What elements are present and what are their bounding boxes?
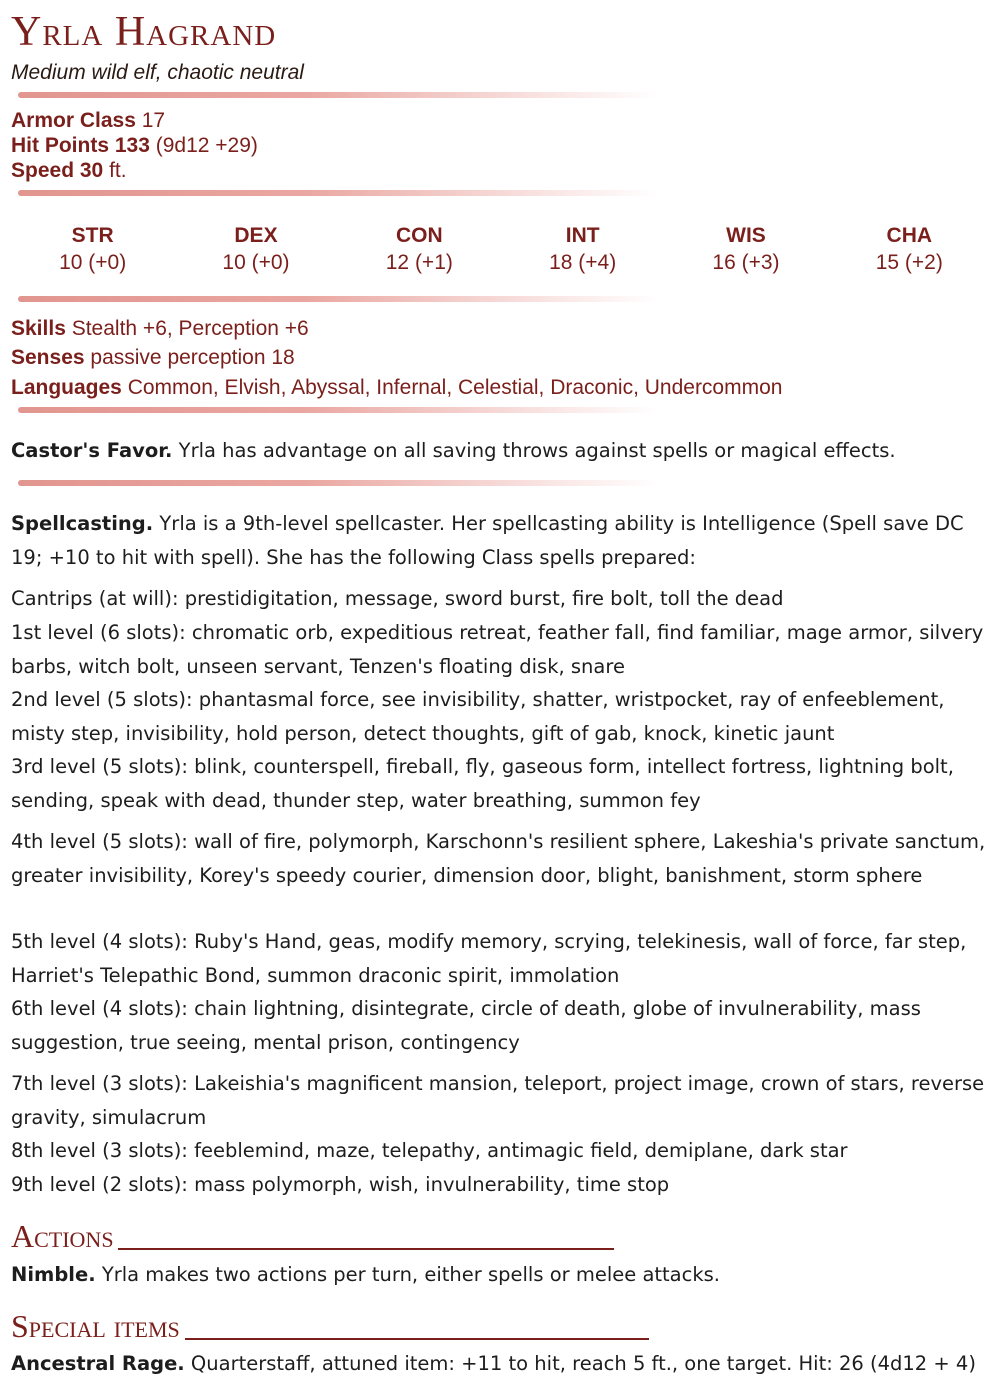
spellcasting-title: Spellcasting. xyxy=(11,512,154,535)
speed-value: ft. xyxy=(109,159,127,182)
item-ancestral-rage xyxy=(11,1347,986,1381)
languages xyxy=(11,375,782,400)
ability-int xyxy=(501,222,664,278)
action-text: Yrla makes two actions per turn, either spells or melee attacks. xyxy=(101,1263,721,1286)
ability-dex xyxy=(174,222,337,278)
ability-wis xyxy=(664,222,827,278)
spell-list-level-6: 6th level (4 slots): chain lightning, disintegrate, circle of death, globe of invulnerability, mass suggestion, true seeing, mental prison, contingency xyxy=(11,997,921,1054)
spell-list-level-8: 8th level (3 slots): feeblemind, maze, telepathy, antimagic field, demiplane, dark star xyxy=(11,1139,848,1162)
ability-value: 10 (+0) xyxy=(59,251,127,274)
divider-rule xyxy=(18,92,658,98)
spell-list-level-1: 1st level (6 slots): chromatic orb, expeditious retreat, feather fall, find familiar, mage armor, silvery barbs, witch bolt, unseen servant, Tenzen's floating disk, snare xyxy=(11,621,984,678)
spell-list-level-2: 2nd level (5 slots): phantasmal force, see invisibility, shatter, wristpocket, ray of enfeeblement, misty step, invisibility, hold person, detect thoughts, gift of gab, knock, kinetic jaunt xyxy=(11,688,945,745)
ability-value: 15 (+2) xyxy=(875,251,943,274)
creature-subtitle: Medium wild elf, chaotic neutral xyxy=(11,61,304,84)
senses xyxy=(11,345,295,370)
divider-rule xyxy=(18,407,658,413)
item-title: Ancestral Rage. xyxy=(11,1352,185,1375)
spell-list-level-7: 7th level (3 slots): Lakeishia's magnificent mansion, teleport, project image, crown of stars, reverse gravity, simulacrum xyxy=(11,1072,985,1129)
skills-label: Skills xyxy=(11,317,66,340)
skills xyxy=(11,316,309,341)
skills-value: Stealth +6, Perception +6 xyxy=(71,317,309,340)
ability-con xyxy=(338,222,501,278)
speed xyxy=(11,158,127,183)
ability-name: WIS xyxy=(726,224,766,247)
ability-name: DEX xyxy=(234,224,278,247)
spell-list-level-3: 3rd level (5 slots): blink, counterspell, fireball, fly, gaseous form, intellect fortress, lightning bolt, sending, speak with dead, thunder step, water breathing, summon fey xyxy=(11,755,954,812)
actions-underline xyxy=(118,1248,614,1250)
trait-castors-favor xyxy=(11,434,986,468)
hit-points xyxy=(11,133,258,158)
ability-value: 12 (+1) xyxy=(385,251,453,274)
ability-str xyxy=(11,222,174,278)
spell-list-level-5: 5th level (4 slots): Ruby's Hand, geas, modify memory, scrying, telekinesis, wall of force, far step, Harriet's Telepathic Bond, summon draconic spirit, immolation xyxy=(11,930,967,987)
ability-name: STR xyxy=(71,224,114,247)
ability-value: 10 (+0) xyxy=(222,251,290,274)
divider-rule xyxy=(18,190,658,196)
special-items-heading: Special items xyxy=(11,1308,180,1344)
actions-heading: Actions xyxy=(11,1218,114,1254)
senses-value: passive perception 18 xyxy=(90,346,295,369)
ability-name: CON xyxy=(395,224,443,247)
spellcasting-text: Yrla is a 9th-level spellcaster. Her spellcasting ability is Intelligence (Spell save DC 19; +10 to hit with spell). She has the following Class spells prepared: xyxy=(11,512,964,569)
spell-list-level-4: 4th level (5 slots): wall of fire, polymorph, Karschonn's resilient sphere, Lakeshia's private sanctum, greater invisibility, Korey's speedy courier, dimension door, blight, banishment, storm sphere xyxy=(11,830,986,887)
spell-list-level-9: 9th level (2 slots): mass polymorph, wish, invulnerability, time stop xyxy=(11,1173,670,1196)
item-text: Quarterstaff, attuned item: +11 to hit, reach 5 ft., one target. Hit: 26 (4d12 + 4) xyxy=(190,1352,976,1375)
senses-label: Senses xyxy=(11,346,85,369)
languages-value: Common, Elvish, Abyssal, Infernal, Celestial, Draconic, Undercommon xyxy=(127,376,783,399)
divider-rule xyxy=(18,296,658,302)
trait-text: Yrla has advantage on all saving throws against spells or magical effects. xyxy=(178,439,896,462)
armor-class-label: Armor Class xyxy=(11,109,136,132)
action-title: Nimble. xyxy=(11,1263,96,1286)
ability-value: 18 (+4) xyxy=(549,251,617,274)
armor-class-value: 17 xyxy=(141,109,166,132)
spell-list-cantrips: Cantrips (at will): prestidigitation, message, sword burst, fire bolt, toll the dead xyxy=(11,587,784,610)
trait-title: Castor's Favor. xyxy=(11,439,173,462)
divider-rule xyxy=(18,480,658,486)
ability-cha xyxy=(828,222,991,278)
creature-name: Yrla Hagrand xyxy=(11,9,277,55)
hit-points-value: (9d12 +29) xyxy=(155,134,258,157)
armor-class xyxy=(11,108,165,133)
ability-scores xyxy=(11,222,991,278)
spellcasting-intro xyxy=(11,507,986,574)
ability-value: 16 (+3) xyxy=(712,251,780,274)
action-nimble xyxy=(11,1258,986,1292)
speed-label: Speed 30 xyxy=(11,159,104,182)
ability-name: INT xyxy=(565,224,600,247)
hit-points-label: Hit Points 133 xyxy=(11,134,150,157)
ability-name: CHA xyxy=(886,224,933,247)
special-items-underline xyxy=(185,1338,649,1340)
languages-label: Languages xyxy=(11,376,122,399)
